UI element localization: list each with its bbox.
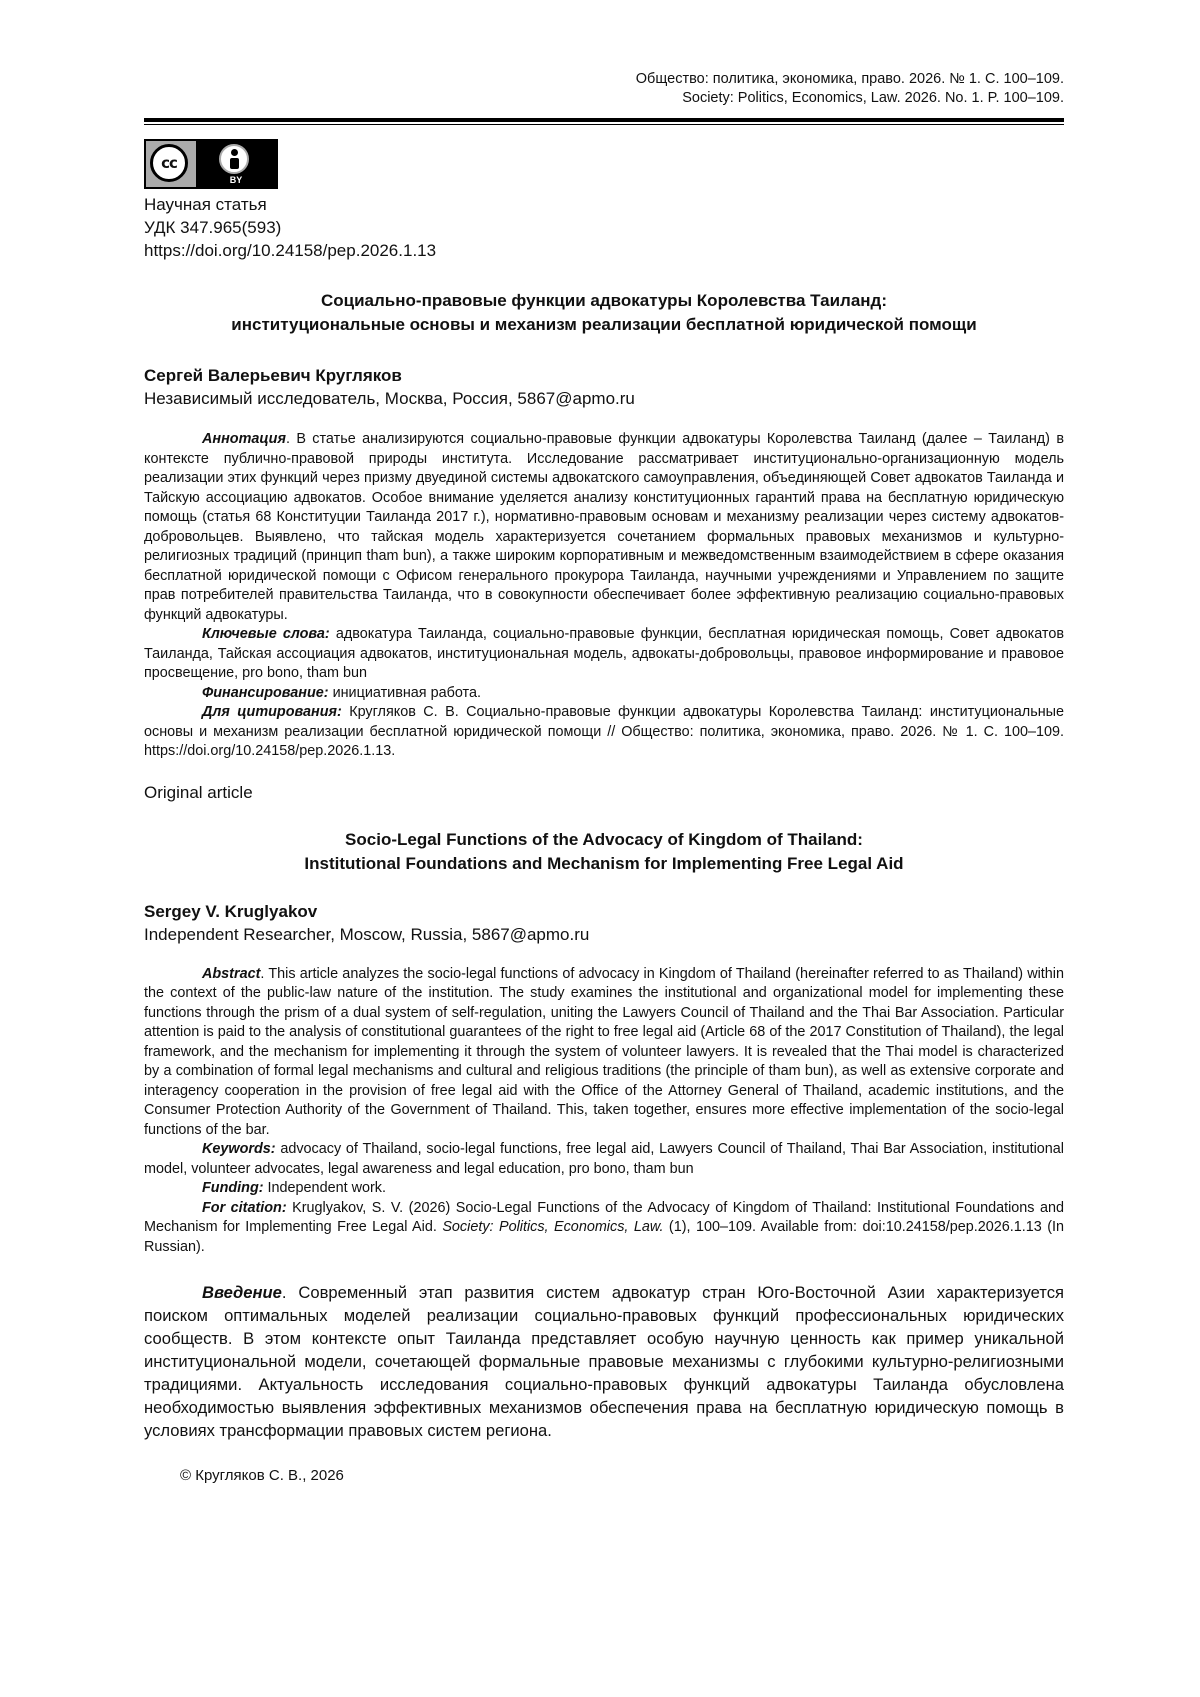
by-label: BY bbox=[229, 175, 243, 185]
intro-paragraph bbox=[144, 1281, 1064, 1442]
en-abstract-label: Abstract bbox=[202, 965, 261, 982]
ru-affiliation: Независимый исследователь, Москва, Россия, 5867@apmo.ru bbox=[144, 389, 635, 408]
ru-abstract bbox=[144, 430, 1064, 625]
ru-article-meta bbox=[144, 193, 1064, 262]
ru-author: Сергей Валерьевич Кругляков bbox=[144, 366, 402, 385]
ru-citation bbox=[144, 703, 1064, 762]
ru-abstract-block bbox=[144, 430, 1064, 762]
ru-funding bbox=[144, 684, 1064, 704]
en-citation-text-1: Kruglyakov, S. V. (2026) Socio-Legal Functions of the Advocacy of Kingdom of Thailand: Institutional Foundations and Mechanism for Implementing Free Legal Aid. bbox=[144, 1199, 1065, 1235]
en-funding-text: Independent work. bbox=[263, 1180, 386, 1196]
en-citation-label: For citation: bbox=[202, 1199, 287, 1216]
en-keywords-text: advocacy of Thailand, socio-legal functions, free legal aid, Lawyers Council of Thailand, Thai Bar Association, institutional model, volunteer advocates, legal awareness and legal education, pro bono, tham bun bbox=[144, 1141, 1064, 1177]
doi-link[interactable]: https://doi.org/10.24158/pep.2026.1.13 bbox=[144, 241, 437, 260]
ru-abstract-text: . В статье анализируются социально-правовые функции адвокатуры Королевства Таиланд (далее – Таиланд) в контексте публично-правовой природы института. Исследование рассматривает институционально-организационную модель реализации этих функций через призму двуединой системы адвокатского самоуправления, объединяющей Совет адвокатов Таиланда и Тайскую ассоциацию адвокатов. Особое внимание уделяется анализу конституционных гарантий права на бесплатную юридическую помощь (статья 68 Конституции Таиланда 2017 г.), нормативно-правовым основам и механизму реализации через систему адвокатов-добровольцев. Выявлено, что тайская модель характеризуется сочетанием формальных правовых механизмов и культурно-религиозных традиций (принцип tham bun), а также широким корпоративным и межведомственным взаимодействием в сфере оказания бесплатной юридической помощи с Офисом генерального прокурора Таиланда, научными учреждениями и Управлением по защите прав потребителей правительства Таиланда, что в совокупности обеспечивает более эффективную реализацию социально-правовых функций адвокатуры. bbox=[144, 431, 1064, 623]
ru-article-type: Научная статья bbox=[144, 195, 267, 214]
copyright-notice: © Кругляков С. В., 2026 bbox=[180, 1467, 344, 1484]
en-author: Sergey V. Kruglyakov bbox=[144, 901, 318, 921]
en-funding-label: Funding: bbox=[202, 1180, 264, 1196]
en-keywords bbox=[144, 1140, 1064, 1179]
header-rule-thin bbox=[144, 124, 1064, 125]
ru-title-line2: институциональные основы и механизм реализации бесплатной юридической помощи bbox=[231, 315, 977, 334]
en-title bbox=[144, 828, 1064, 876]
ru-keywords bbox=[144, 625, 1064, 684]
en-citation bbox=[144, 1199, 1064, 1258]
en-article-type: Original article bbox=[144, 782, 253, 802]
journal-header bbox=[144, 70, 1064, 108]
ru-title-line1: Социально-правовые функции адвокатуры Королевства Таиланд: bbox=[320, 291, 887, 310]
en-keywords-label: Keywords: bbox=[202, 1141, 276, 1157]
udc-code: УДК 347.965(593) bbox=[144, 218, 282, 237]
en-abstract-block bbox=[144, 965, 1064, 1258]
journal-citation-ru: Общество: политика, экономика, право. 2026. № 1. С. 100–109. bbox=[635, 71, 1064, 87]
en-abstract bbox=[144, 965, 1064, 1141]
journal-citation-en: Society: Politics, Economics, Law. 2026. No. 1. P. 100–109. bbox=[682, 90, 1064, 106]
page bbox=[144, 70, 1064, 1486]
en-abstract-text: . This article analyzes the socio-legal functions of advocacy in Kingdom of Thailand (hereinafter referred to as Thailand) within the context of the public-law nature of the institution. The study examines the institutional and organizational model for implementing these functions through the prism of a dual system of self-regulation, uniting the Lawyers Council of Thailand and the Thai Bar Association. Particular attention is paid to the analysis of constitutional guarantees of the right to free legal aid (Article 68 of the 2017 Constitution of Thailand), the legal framework, and the mechanism for implementing it through the system of volunteer lawyers. It is revealed that the Thai model is characterized by a combination of formal legal mechanisms and cultural and religious traditions (the principle of tham bun), as well as extensive corporate and interagency cooperation in the provision of free legal aid with the Office of the Attorney General of Thailand, academic institutions, and the Consumer Protection Authority of the Government of Thailand. This, taken together, ensures more effective implementation of the socio-legal functions of the bar. bbox=[144, 965, 1064, 1138]
ru-keywords-text: адвокатура Таиланда, социально-правовые функции, бесплатная юридическая помощь, Совет адвокатов Таиланда, Тайская ассоциация адвокатов, институциональная модель, адвокаты-добровольцы, правовое информирование и правовое просвещение, pro bono, tham bun bbox=[144, 626, 1064, 681]
intro-text: . Современный этап развития систем адвокатур стран Юго-Восточной Азии характеризуется поиском оптимальных моделей реализации социально-правовых функций профессиональных юридических сообществ. В этом контексте опыт Таиланда представляет особую научную ценность как пример уникальной институциональной модели, сочетающей формальные правовые механизмы с глубокими культурно-религиозными традициями. Актуальность исследования социально-правовых функций адвокатуры Таиланда обусловлена необходимостью выявления эффективных механизмов обеспечения права на бесплатную юридическую помощь в условиях трансформации правовых систем региона. bbox=[144, 1283, 1064, 1440]
cc-by-license-badge[interactable] bbox=[144, 139, 278, 189]
en-funding bbox=[144, 1179, 1064, 1199]
ru-abstract-label: Аннотация bbox=[202, 431, 286, 447]
intro-label: Введение bbox=[202, 1283, 282, 1302]
en-citation-text-2: (1), 100–109. Available from: doi:10.24158/pep.2026.1.13 (In Russian). bbox=[144, 1219, 1065, 1255]
attribution-person-icon bbox=[219, 144, 249, 174]
ru-title bbox=[144, 289, 1064, 337]
ru-citation-label: Для цитирования: bbox=[202, 704, 342, 720]
en-citation-journal: Society: Politics, Economics, Law. bbox=[442, 1219, 664, 1235]
by-block bbox=[196, 141, 276, 187]
introduction bbox=[144, 1281, 1064, 1442]
en-affiliation: Independent Researcher, Moscow, Russia, 5867@apmo.ru bbox=[144, 924, 590, 944]
en-title-line2: Institutional Foundations and Mechanism for Implementing Free Legal Aid bbox=[304, 853, 904, 873]
en-title-line1: Socio-Legal Functions of the Advocacy of Kingdom of Thailand: bbox=[345, 829, 863, 849]
ru-funding-text: инициативная работа. bbox=[328, 684, 481, 701]
ru-citation-text: Кругляков С. В. Социально-правовые функции адвокатуры Королевства Таиланд: институциональные основы и механизм реализации бесплатной юридической помощи // Общество: политика, экономика, право. 2026. № 1. С. 100–109. https://doi.org/10.24158/pep.2026.1.13. bbox=[144, 704, 1065, 759]
ru-keywords-label: Ключевые слова: bbox=[202, 626, 330, 642]
header-rule bbox=[144, 118, 1064, 122]
ru-funding-label: Финансирование: bbox=[202, 684, 329, 701]
cc-icon: cc bbox=[150, 144, 188, 182]
